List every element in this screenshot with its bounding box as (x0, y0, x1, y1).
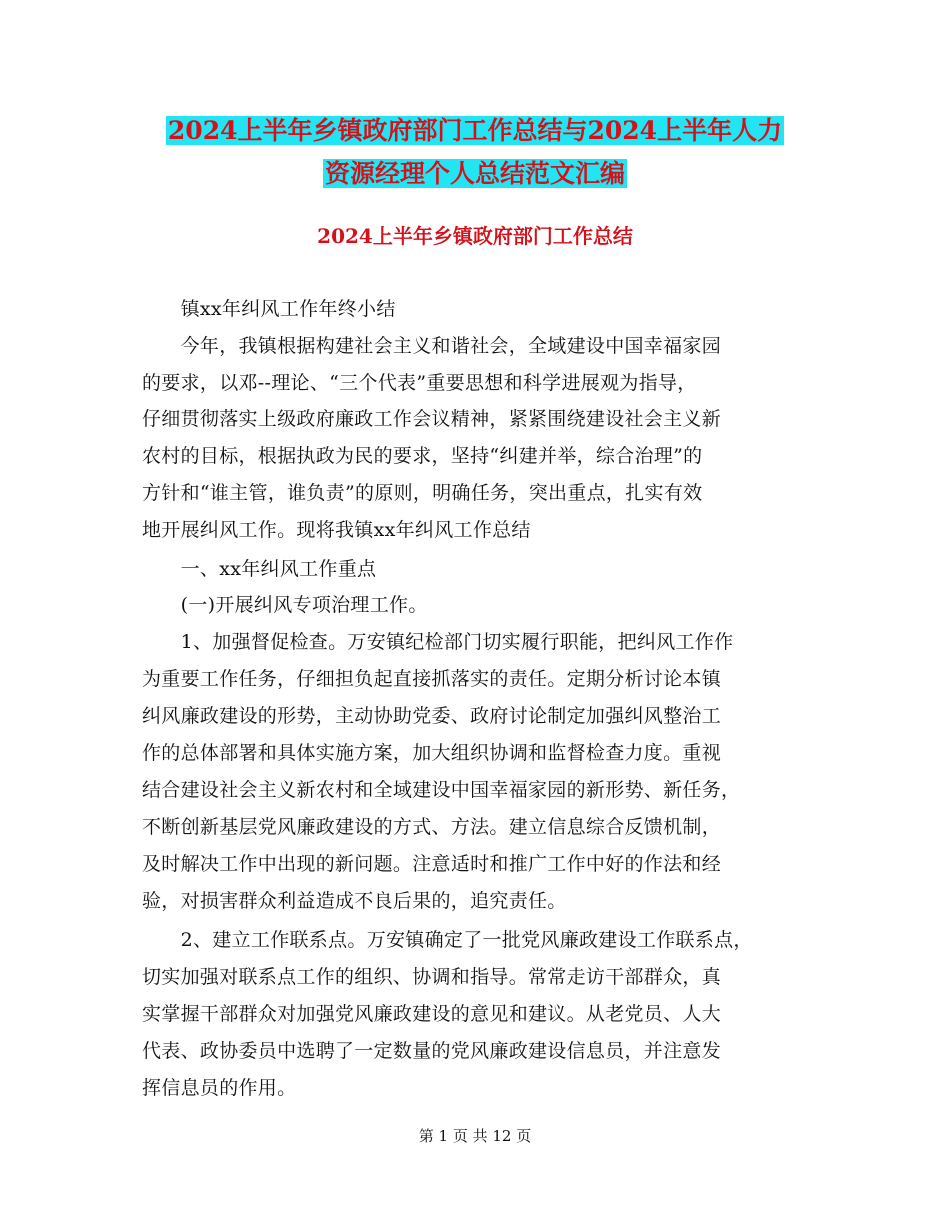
document-title-line-1 (0, 114, 950, 148)
body-line: 为重要工作任务，仔细担负起直接抓落实的责任。定期分析讨论本镇 (142, 668, 722, 690)
body-line: 作的总体部署和具体实施方案，加大组织协调和监督检查力度。重视 (142, 742, 722, 764)
body-line: 镇xx年纠风工作年终小结 (142, 298, 396, 320)
body-line: 一、xx年纠风工作重点 (142, 558, 377, 580)
body-line: 今年，我镇根据构建社会主义和谐社会，全域建设中国幸福家园 (142, 335, 722, 357)
body-line: 不断创新基层党风廉政建设的方式、方法。建立信息综合反馈机制， (142, 816, 722, 838)
body-line: 仔细贯彻落实上级政府廉政工作会议精神，紧紧围绕建设社会主义新 (142, 408, 722, 430)
body-line: 方针和“谁主管，谁负责”的原则，明确任务，突出重点，扎实有效 (142, 482, 703, 504)
body-line: 挥信息员的作用。 (142, 1077, 297, 1099)
body-line: 纠风廉政建设的形势，主动协助党委、政府讨论制定加强纠风整治工 (142, 705, 722, 727)
body-line: 2、建立工作联系点。万安镇确定了一批党风廉政建设工作联系点， (142, 929, 753, 951)
title-highlight-2: 资源经理个人总结范文汇编 (324, 159, 625, 188)
body-line: 地开展纠风工作。现将我镇xx年纠风工作总结 (142, 519, 531, 541)
body-line: 的要求，以邓--理论、“三个代表”重要思想和科学进展观为指导， (142, 372, 697, 394)
body-line: 代表、政协委员中选聘了一定数量的党风廉政建设信息员，并注意发 (142, 1040, 722, 1062)
title-highlight-1: 2024上半年乡镇政府部门工作总结与2024上半年人力 (167, 116, 783, 145)
body-line: 1、加强督促检查。万安镇纪检部门切实履行职能，把纠风工作作 (142, 631, 734, 653)
body-line: 及时解决工作中出现的新问题。注意适时和推广工作中好的作法和经 (142, 853, 722, 875)
body-line: 农村的目标，根据执政为民的要求，坚持“纠建并举，综合治理”的 (142, 445, 703, 467)
section-title: 2024上半年乡镇政府部门工作总结 (317, 224, 633, 248)
body-line: (一)开展纠风专项治理工作。 (142, 594, 428, 616)
document-title-line-2 (0, 157, 950, 191)
body-line: 验，对损害群众利益造成不良后果的，追究责任。 (142, 890, 567, 912)
page-footer: 第 1 页 共 12 页 (418, 1127, 532, 1145)
body-line: 结合建设社会主义新农村和全域建设中国幸福家园的新形势、新任务， (142, 779, 741, 801)
body-line: 实掌握干部群众对加强党风廉政建设的意见和建议。从老党员、人大 (142, 1003, 722, 1025)
body-line: 切实加强对联系点工作的组织、协调和指导。常常走访干部群众，真 (142, 966, 722, 988)
